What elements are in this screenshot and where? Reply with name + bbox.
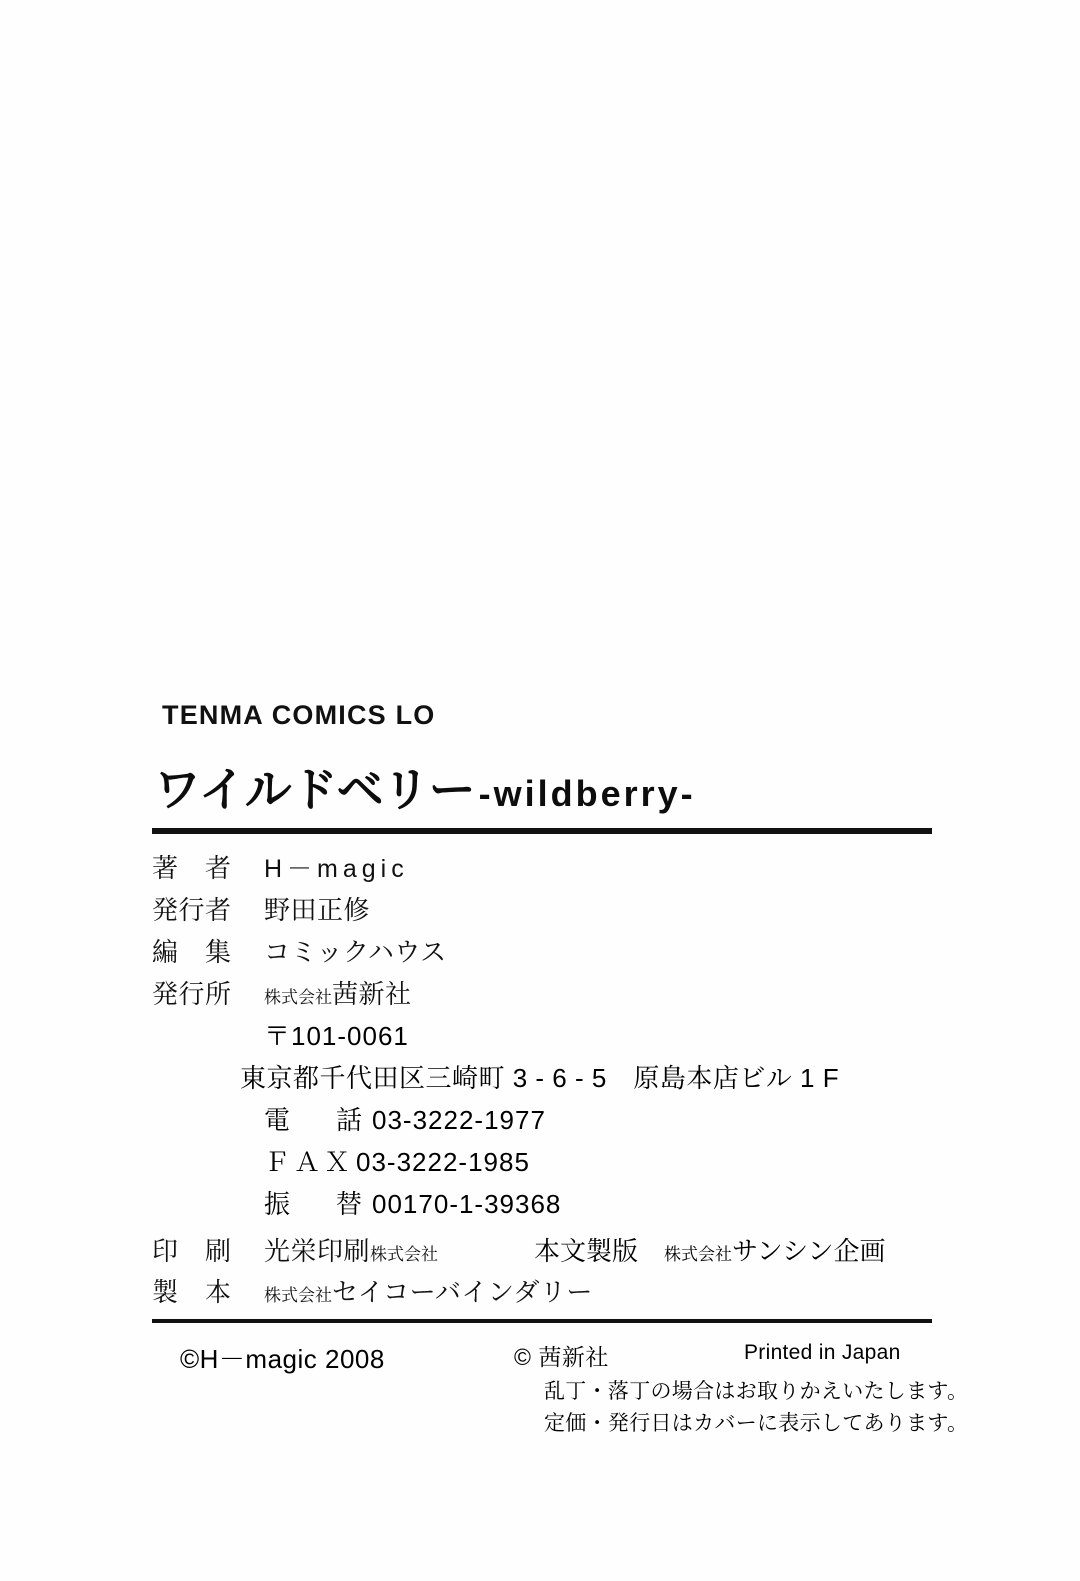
contact-tel (264, 1100, 932, 1137)
contact-tel-label: 電 話 (264, 1105, 373, 1135)
colophon-footer (152, 1339, 969, 1449)
credit-publisher-person (152, 890, 932, 927)
title-english: -wildberry- (478, 773, 696, 814)
contact-fax (264, 1142, 932, 1179)
publisher-company-name: 茜新社 (332, 979, 412, 1009)
credit-publisher-person-value: 野田正修 (264, 895, 371, 925)
contact-furikae (264, 1184, 932, 1221)
typeset-company-prefix: 株式会社 (664, 1245, 733, 1264)
credit-publisher (152, 974, 932, 1011)
printed-in-japan: Printed in Japan (744, 1341, 901, 1364)
contact-tel-value: 03-3222-1977 (372, 1105, 546, 1135)
footer-note-defects: 乱丁・落丁の場合はお取りかえいたします。 (544, 1380, 969, 1403)
production-print-row (152, 1231, 932, 1268)
publisher-company-prefix: 株式会社 (264, 988, 332, 1007)
production-bind-row (152, 1272, 932, 1309)
series-label: TENMA COMICS LO (162, 700, 436, 730)
credit-publisher-person-label: 発行者 (152, 895, 232, 925)
credit-author (152, 848, 932, 885)
credit-author-value: H－magic (264, 855, 409, 883)
typeset-group (534, 1231, 885, 1268)
book-title (154, 753, 932, 820)
contact-fax-label: ＦＡＸ (264, 1147, 355, 1177)
typeset-company-name: サンシン企画 (732, 1236, 886, 1266)
title-japanese: ワイルドベリー (154, 763, 475, 816)
copyright-publisher: © 茜新社 (514, 1344, 609, 1370)
bind-company-name: セイコーバインダリー (332, 1277, 593, 1307)
credit-author-label: 著 者 (152, 853, 232, 883)
print-value (264, 1231, 438, 1268)
contact-furikae-value: 00170-1-39368 (372, 1189, 562, 1219)
address-street: 東京都千代田区三崎町 3 - 6 - 5 原島本店ビル 1 F (240, 1063, 840, 1093)
footer-note-price: 定価・発行日はカバーに表示してあります。 (544, 1412, 969, 1435)
bind-label: 製 本 (152, 1277, 232, 1307)
credit-editor (152, 932, 932, 969)
colophon-block (152, 700, 969, 1449)
divider-top-thin (152, 832, 932, 834)
credits-list (152, 848, 932, 1309)
address-postal: 〒101-0061 (264, 1021, 409, 1051)
typeset-label: 本文製版 (534, 1236, 639, 1266)
divider-bottom-thick (152, 1319, 932, 1323)
credit-publisher-value (264, 974, 412, 1011)
bind-company-prefix: 株式会社 (264, 1286, 332, 1305)
contact-furikae-label: 振 替 (264, 1189, 373, 1219)
credit-editor-value: コミックハウス (264, 937, 447, 967)
credit-publisher-label: 発行所 (152, 979, 232, 1009)
print-label: 印 刷 (152, 1236, 232, 1266)
bind-value (264, 1272, 593, 1309)
copyright-author: ©H－magic 2008 (180, 1344, 385, 1374)
contact-fax-value: 03-3222-1985 (356, 1147, 530, 1177)
credit-editor-label: 編 集 (152, 937, 232, 967)
print-company-suffix: 株式会社 (370, 1245, 439, 1264)
print-company-name: 光栄印刷 (264, 1236, 371, 1266)
